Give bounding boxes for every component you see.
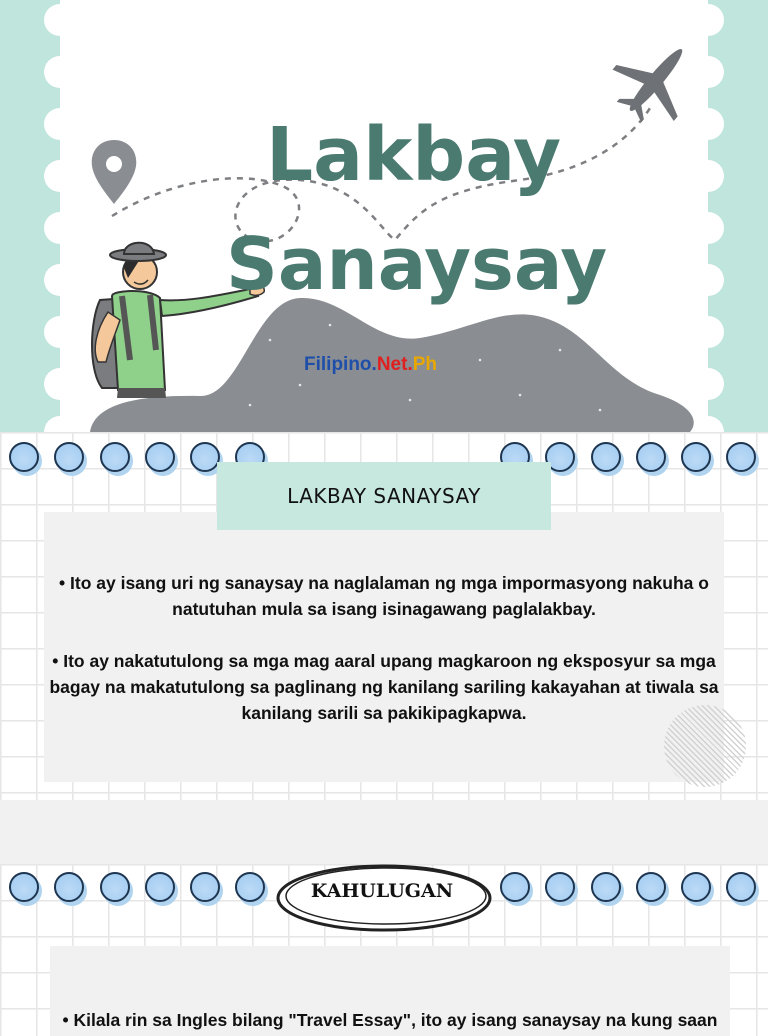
bead <box>235 872 265 902</box>
section1-body <box>44 570 724 752</box>
bead <box>726 442 756 472</box>
bead <box>500 872 530 902</box>
bead <box>545 872 575 902</box>
bead <box>190 872 220 902</box>
bead <box>145 442 175 472</box>
title-line-2: Sanaysay <box>226 222 608 306</box>
bead <box>636 872 666 902</box>
bead <box>54 442 84 472</box>
bead-row-right-2 <box>500 872 756 902</box>
cover-header <box>0 0 768 432</box>
bead <box>681 872 711 902</box>
bead <box>636 442 666 472</box>
section2-label: KAHULUGAN <box>310 880 454 902</box>
bead <box>145 872 175 902</box>
title-line-1: Lakbay <box>266 112 562 198</box>
bead <box>100 442 130 472</box>
brand-part-1: Filipino. <box>304 354 377 375</box>
bullet-1: • Ito ay isang uri ng sanaysay na naglalaman ng mga impormasyong nakuha o natutuhan mula sa isang isinagawang paglalakbay. <box>59 573 709 619</box>
bead <box>9 872 39 902</box>
bead <box>591 442 621 472</box>
bead <box>726 872 756 902</box>
divider-band <box>0 800 768 864</box>
section2-body: • Kilala rin sa Ingles bilang "Travel Essay", ito ay isang sanaysay na kung saan <box>62 1010 718 1030</box>
bead <box>54 872 84 902</box>
section1-label: LAKBAY SANAYSAY <box>217 462 551 530</box>
brand-logo <box>304 354 437 376</box>
bullet-2: • Ito ay nakatutulong sa mga mag aaral upang magkaroon ng eksposyur sa mga bagay na makatutulong sa paglinang ng kanilang sariling kakayahan at tiwala sa kanilang sarili sa pakikipagkapwa. <box>49 651 719 723</box>
bead <box>591 872 621 902</box>
bead <box>190 442 220 472</box>
bead-row-left-2 <box>9 872 281 902</box>
brand-part-3: Ph <box>412 354 438 375</box>
brand-part-2: Net. <box>376 354 413 375</box>
bead <box>681 442 711 472</box>
bead <box>100 872 130 902</box>
bead <box>9 442 39 472</box>
